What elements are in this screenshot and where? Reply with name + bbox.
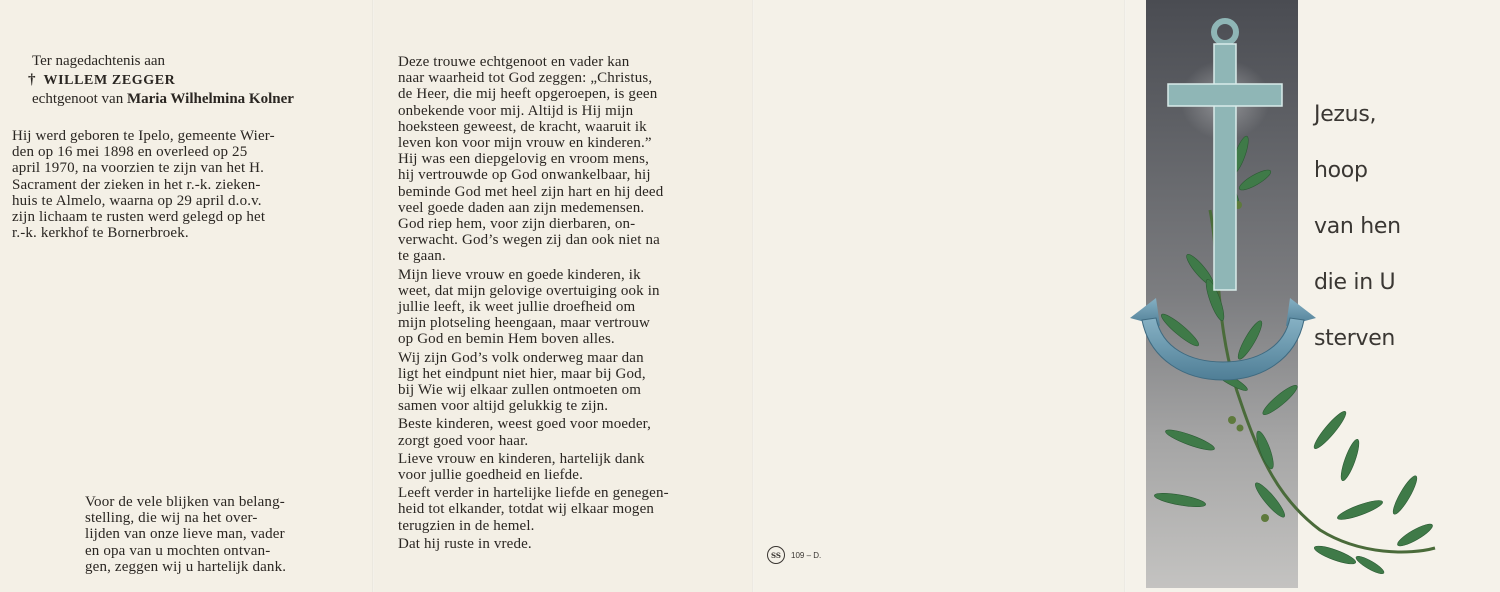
message-line: zorgt goed voor haar. xyxy=(398,432,529,449)
thanks-line: en opa van u mochten ontvan- xyxy=(85,542,271,559)
message-paragraph xyxy=(398,350,725,415)
message-line: heid tot elkander, totdat wij elkaar mogen xyxy=(398,501,655,518)
motto-line: van hen xyxy=(1314,214,1401,239)
message-line: weet, dat mijn gelovige overtuiging ook in xyxy=(398,282,660,299)
biography xyxy=(12,128,340,241)
message-line: samen voor altijd gelukkig te zijn. xyxy=(398,398,609,415)
message-line: Lieve vrouw en kinderen, hartelijk dank xyxy=(398,450,645,467)
message-paragraph xyxy=(398,536,725,552)
message-line: verwacht. God’s wegen zij dan ook niet na xyxy=(398,232,660,249)
thanks-line: Voor de vele blijken van belang- xyxy=(85,494,285,510)
spouse-prefix: echtgenoot van xyxy=(32,91,124,107)
fold-line xyxy=(372,0,374,592)
deceased-name: WILLEM ZEGGER xyxy=(43,73,176,88)
print-code: 109 – D. xyxy=(791,550,822,560)
message-line: jullie leeft, ik weet jullie droefheid om xyxy=(398,299,636,316)
message-line: onbekende voor mij. Altijd is Hij mijn xyxy=(398,102,634,119)
bio-line: zijn lichaam te rusten werd gelegd op het xyxy=(12,209,266,226)
message-paragraph xyxy=(398,451,725,483)
bio-line: april 1970, na voorzien te zijn van het H. xyxy=(12,160,265,177)
message-line: hij vertrouwde op God onwankelbaar, hij xyxy=(398,167,651,184)
message-line: hoeksteen geweest, de kracht, waaruit ik xyxy=(398,118,647,135)
message-paragraph xyxy=(398,485,725,534)
memorial-intro: Ter nagedachtenis aan xyxy=(32,53,166,69)
motto-line: hoop xyxy=(1314,158,1368,183)
message-line: Mijn lieve vrouw en goede kinderen, ik xyxy=(398,266,641,283)
blank-panel xyxy=(752,0,1124,592)
olive-branch-icon xyxy=(1154,134,1435,576)
motto-line: sterven xyxy=(1314,326,1396,351)
message-line: op God en bemin Hem boven alles. xyxy=(398,331,615,348)
message-paragraph xyxy=(398,54,725,265)
bio-line: r.-k. kerkhof te Bornerbroek. xyxy=(12,225,189,242)
message-line: leven kon voor mijn vrouw en kinderen.” xyxy=(398,135,652,152)
thanks-line: stelling, die wij na het over- xyxy=(85,510,258,527)
message-paragraph xyxy=(398,416,725,448)
motto-line: die in U xyxy=(1314,270,1396,295)
message-line: terugzien in de hemel. xyxy=(398,517,535,534)
spouse-name: Maria Wilhelmina Kolner xyxy=(126,91,294,107)
motto-line: Jezus, xyxy=(1314,102,1377,127)
message-line: voor jullie goedheid en liefde. xyxy=(398,467,584,484)
message-line: ligt het eindpunt niet hier, maar bij God, xyxy=(398,365,646,382)
bio-line: Hij werd geboren te Ipelo, gemeente Wier- xyxy=(12,128,275,144)
message-line: beminde God met heel zijn hart en hij deed xyxy=(398,183,664,200)
cross-icon: † xyxy=(28,72,36,88)
message-line: God riep hem, voor zijn dierbaren, on- xyxy=(398,216,636,233)
fold-line xyxy=(752,0,754,592)
thanks-note xyxy=(85,494,340,575)
anchor-cross-icon xyxy=(1120,0,1450,592)
printer-mark xyxy=(767,546,821,564)
message-line: bij Wie wij elkaar zullen ontmoeten om xyxy=(398,382,642,399)
message-line: Beste kinderen, weest goed voor moeder, xyxy=(398,416,652,433)
memorial-message xyxy=(398,54,725,554)
message-paragraph xyxy=(398,267,725,348)
message-line: naar waarheid tot God zeggen: „Christus, xyxy=(398,70,653,87)
thanks-line: lijden van onze lieve man, vader xyxy=(85,526,285,543)
bio-line: huis te Almelo, waarna op 29 april d.o.v. xyxy=(12,192,262,209)
message-line: te gaan. xyxy=(398,248,446,265)
message-line: Leeft verder in hartelijke liefde en genegen- xyxy=(398,485,669,502)
message-line: Wij zijn God’s volk onderweg maar dan xyxy=(398,349,644,366)
message-line: mijn plotseling heengaan, maar vertrouw xyxy=(398,315,651,332)
message-line: de Heer, die mij heeft opgeroepen, is geen xyxy=(398,86,658,103)
bio-line: den op 16 mei 1898 en overleed op 25 xyxy=(12,144,248,161)
message-line: Deze trouwe echtgenoot en vader kan xyxy=(398,54,630,70)
message-line: Hij was een diepgelovig en vroom mens, xyxy=(398,151,650,168)
message-line: Dat hij ruste in vrede. xyxy=(398,535,532,552)
publisher-logo-icon: SS xyxy=(767,546,785,564)
thanks-line: gen, zeggen wij u hartelijk dank. xyxy=(85,558,287,575)
bio-line: Sacrament der zieken in het r.-k. zieken- xyxy=(12,176,261,193)
memorial-heading xyxy=(28,52,294,109)
message-line: veel goede daden aan zijn medemensen. xyxy=(398,199,645,216)
